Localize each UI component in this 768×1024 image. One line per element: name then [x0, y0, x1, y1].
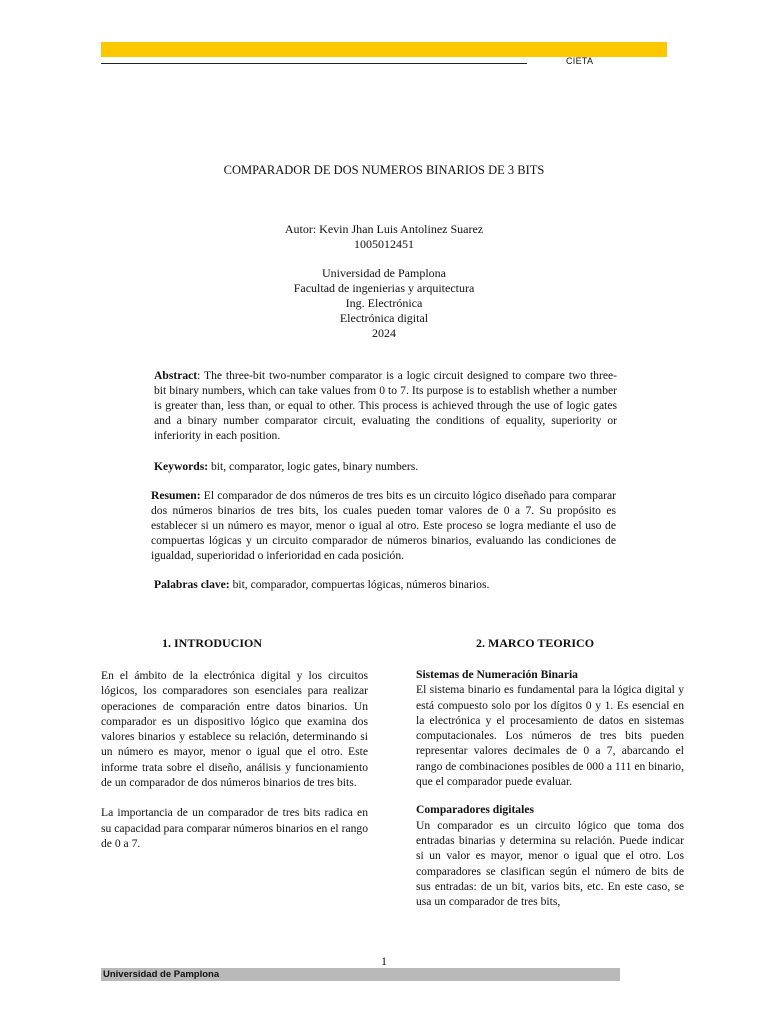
header-accent-bar [101, 42, 667, 57]
subsection-text-binario: El sistema binario es fundamental para la lógica digital y está compuesto solo por los dígitos 0 y 1. Es esencial en la electrónica y el procesamiento de datos en sistemas computacionales. Los números de tres bits pueden representar valores decimales de 0 a 7, abarcando el rango de combinaciones posibles de 000 a 111 en binario, que el comparador puede evaluar. [416, 683, 684, 789]
resumen-paragraph [151, 488, 616, 563]
header-rule [101, 63, 527, 64]
author-block [0, 222, 768, 252]
keywords-text: bit, comparator, logic gates, binary numbers. [208, 460, 419, 473]
footer-institution: Universidad de Pamplona [103, 969, 220, 980]
intro-paragraph: En el ámbito de la electrónica digital y los circuitos lógicos, los comparadores son esenciales para realizar operaciones de comparación entre datos binarios. Un comparador es un dispositivo lógico que examina dos valores binarios y establece su relación, determinando si un número es mayor, menor o igual que el otro. Este informe trata sobre el diseño, análisis y funcionamiento de un comparador de dos números binarios de tres bits. [101, 669, 368, 790]
palabras-clave-paragraph [154, 577, 617, 592]
affiliation-course: Electrónica digital [339, 311, 429, 325]
header-tag: CIETA [566, 56, 594, 66]
subsection-heading-comparadores: Comparadores digitales [416, 803, 534, 817]
document-title: COMPARADOR DE DOS NUMEROS BINARIOS DE 3 BITS [223, 163, 545, 177]
palabras-clave-label: Palabras clave: [154, 578, 230, 591]
section-heading-marco-teorico: 2. MARCO TEORICO [475, 636, 595, 650]
abstract-text: : The three-bit two-number comparator is a logic circuit designed to compare two three-bit binary numbers, which can take values from 0 to 7. Its purpose is to establish whether a number is greater than, less than, or equal to other. This process is achieved through the use of logic gates and a binary number comparator circuit, evaluating the conditions of equality, superiority or inferiority in each position. [154, 369, 617, 442]
palabras-clave-text: bit, comparador, compuertas lógicas, números binarios. [229, 578, 490, 591]
intro-paragraph: La importancia de un comparador de tres bits radica en su capacidad para comparar números binarios en el rango de 0 a 7. [101, 806, 368, 850]
affiliation-block [0, 266, 768, 341]
abstract-paragraph [154, 368, 617, 443]
subsection-text-comparadores: Un comparador es un circuito lógico que toma dos entradas binarias y determina su relación. Puede indicar si un valor es mayor, menor o igual que el otro. Los comparadores se clasifican según el número de bits de sus entradas: de un bit, varios bits, etc. En este caso, se usa un comparador de tres bits, [416, 818, 684, 909]
marco-column [416, 667, 684, 909]
affiliation-year: 2024 [372, 326, 396, 340]
author-name: Autor: Kevin Jhan Luis Antolinez Suarez [284, 222, 484, 236]
affiliation-faculty: Facultad de ingenierias y arquitectura [293, 281, 475, 295]
keywords-label: Keywords: [154, 460, 209, 473]
subsection-heading-binario: Sistemas de Numeración Binaria [416, 668, 578, 681]
page-number: 1 [381, 954, 387, 968]
affiliation-program: Ing. Electrónica [345, 296, 423, 310]
keywords-paragraph [154, 459, 617, 474]
author-id: 1005012451 [354, 237, 414, 251]
affiliation-university: Universidad de Pamplona [322, 266, 446, 280]
abstract-label: Abstract [154, 369, 198, 382]
section-heading-introduccion: 1. INTRODUCION [161, 636, 262, 650]
resumen-label: Resumen: [151, 489, 201, 502]
intro-column [101, 668, 368, 851]
resumen-text: El comparador de dos números de tres bits es un circuito lógico diseñado para comparar dos números binarios de tres bits, los cuales pueden tomar valores de 0 a 7. Su propósito es establecer si un número es mayor, menor o igual al otro. Este proceso se logra mediante el uso de compuertas lógicas y un circuito comparador de números binarios, evaluando las condiciones de igualdad, superioridad o inferioridad en cada posición. [151, 489, 616, 562]
